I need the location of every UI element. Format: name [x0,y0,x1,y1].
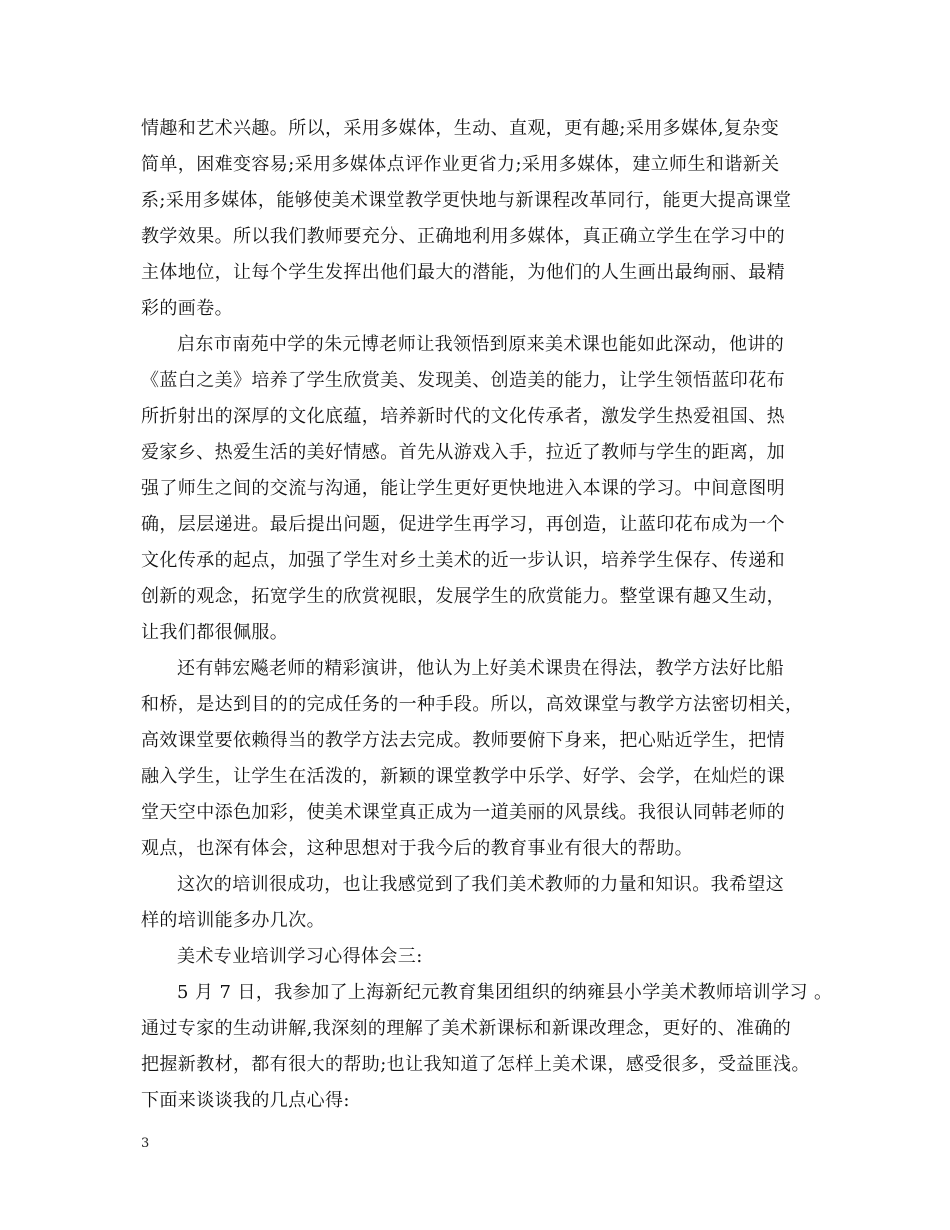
page-number: 3 [141,1136,150,1151]
text-line-3: 系;采用多媒体，能够使美术课堂教学更快地与新课程改革同行，能更大提高课堂 [141,190,792,211]
text-line-11: 强了师生之间的交流与沟通，能让学生更好更快地进入本课的学习。中间意图明 [141,478,785,499]
text-line-5: 主体地位，让每个学生发挥出他们最大的潜能，为他们的人生画出最绚丽、最精 [141,262,785,283]
text-line-28: 下面来谈谈我的几点心得: [141,1090,350,1111]
text-line-9: 所折射出的深厚的文化底蕴，培养新时代的文化传承者，激发学生热爱祖国、热 [141,406,785,427]
text-line-20: 堂天空中添色加彩，使美术课堂真正成为一道美丽的风景线。我很认同韩老师的 [141,802,785,823]
text-line-23: 样的培训能多办几次。 [141,910,325,931]
text-line-8: 《蓝白之美》培养了学生欣赏美、发现美、创造美的能力，让学生领悟蓝印花布 [141,370,785,391]
text-line-13: 文化传承的起点，加强了学生对乡土美术的近一步认识，培养学生保存、传递和 [141,550,785,571]
text-line-4: 教学效果。所以我们教师要充分、正确地利用多媒体，真正确立学生在学习中的 [141,226,785,247]
text-line-6: 彩的画卷。 [141,298,233,319]
text-line-19: 融入学生，让学生在活泼的，新颖的课堂教学中乐学、好学、会学，在灿烂的课 [141,766,785,787]
text-line-16: 还有韩宏飚老师的精彩演讲，他认为上好美术课贵在得法，教学方法好比船 [177,658,785,679]
section-heading: 美术专业培训学习心得体会三: [177,946,423,967]
text-line-14: 创新的观念，拓宽学生的欣赏视眼，发展学生的欣赏能力。整堂课有趣又生动， [141,586,785,607]
text-line-22: 这次的培训很成功，也让我感觉到了我们美术教师的力量和知识。我希望这 [177,874,785,895]
text-line-12: 确，层层递进。最后提出问题，促进学生再学习，再创造，让蓝印花布成为一个 [141,514,785,535]
text-line-21: 观点，也深有体会，这种思想对于我今后的教育事业有很大的帮助。 [141,838,693,859]
text-line-18: 高效课堂要依赖得当的教学方法去完成。教师要俯下身来，把心贴近学生，把情 [141,730,785,751]
text-line-2: 简单，困难变容易;采用多媒体点评作业更省力;采用多媒体，建立师生和谐新关 [141,154,780,175]
text-line-17: 和桥，是达到目的的完成任务的一种手段。所以，高效课堂与教学方法密切相关， [141,694,804,715]
text-line-27: 把握新教材，都有很大的帮助;也让我知道了怎样上美术课，感受很多，受益匪浅。 [141,1054,810,1075]
text-line-15: 让我们都很佩服。 [141,622,289,643]
text-line-1: 情趣和艺术兴趣。所以，采用多媒体，生动、直观，更有趣;采用多媒体,复杂变 [141,118,780,139]
text-line-10: 爱家乡、热爱生活的美好情感。首先从游戏入手，拉近了教师与学生的距离，加 [141,442,785,463]
text-line-7: 启东市南苑中学的朱元博老师让我领悟到原来美术课也能如此深动，他讲的 [177,334,785,355]
text-line-25: 5 月 7 日，我参加了上海新纪元教育集团组织的纳雍县小学美术教师培训学习 。 [177,982,833,1003]
text-line-26: 通过专家的生动讲解,我深刻的理解了美术新课标和新课改理念，更好的、准确的 [141,1018,792,1039]
